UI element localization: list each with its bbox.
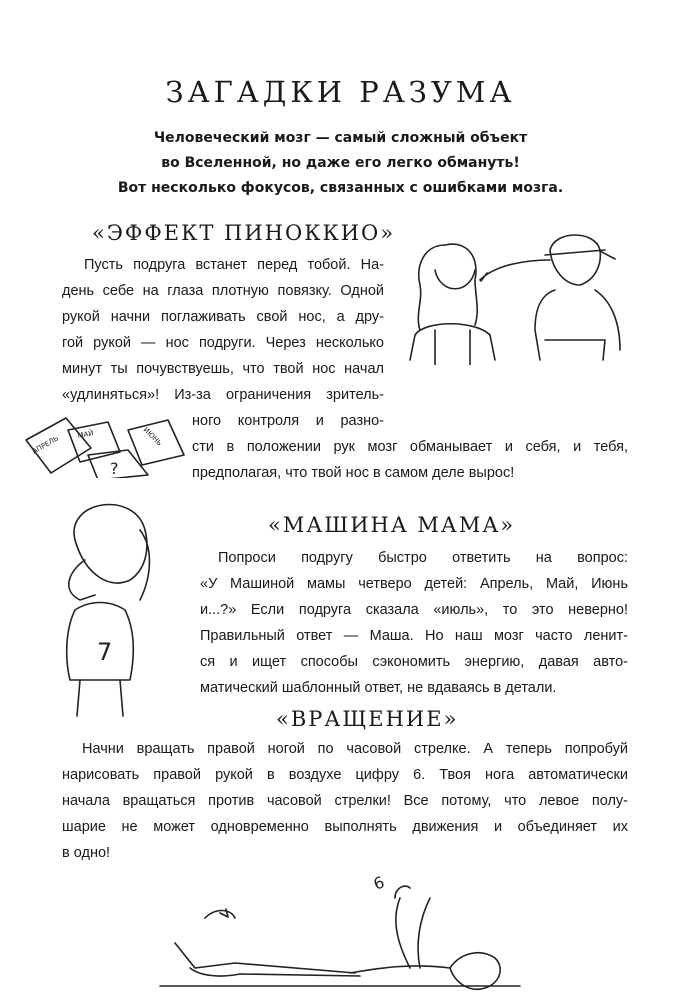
thinking-girl-illustration [35,480,185,720]
text-line: Начни вращать правой ногой по часовой стрелке. А теперь попробуй [82,741,628,757]
text-line: «У Машиной мамы четверо детей: Апрель, Май, Июнь [200,576,628,592]
page-title: ЗАГАДКИ РАЗУМА [165,75,516,109]
intro-line: Вот несколько фокусов, связанных с ошибками мозга. [117,180,564,196]
text-line: день себе на глаза плотную повязку. Одной [62,283,384,299]
calendar-label: АПРЕЛЬ [31,434,60,456]
shirt-number: 7 [97,638,113,666]
text-line: и...?» Если подруга сказала «июль», то это неверно! [200,602,628,618]
intro-line: Человеческий мозг — самый сложный объект [153,130,528,146]
text-line: минут ты почувствуешь, что твой нос начал [62,361,384,377]
calendar-question: ? [110,459,119,478]
text-line: гой рукой — нос подруги. Через несколько [62,335,384,351]
text-line: матический шаблонный ответ, не вдаваясь в детали. [200,680,557,696]
calendars-illustration [18,410,188,478]
text-line: в одно! [62,845,111,861]
calendar-label: МАЙ [76,429,95,440]
text-line: рукой начни поглаживать свой нос, а дру- [62,309,384,325]
section-heading-masha: «МАШИНА МАМА» [268,513,516,537]
text-line: шарие не может одновременно выполнять движения и объединяет их [62,819,628,835]
section-heading-pinocchio: «ЭФФЕКТ ПИНОККИО» [92,221,396,245]
text-line: нарисовать правой рукой в воздухе цифру 6. Твоя нога автоматически [62,767,628,783]
calendar-label: ИЮНЬ [141,425,164,448]
text-line: Попроси подругу быстро ответить на вопрос: [218,550,628,566]
text-line: Правильный ответ — Маша. Но наш мозг часто ленит- [200,628,628,644]
pinocchio-illustration [405,225,635,365]
intro-text [0,126,681,201]
text-line: сти в положении рук мозг обманывает и себя, и тебя, [192,439,628,455]
text-line: Пусть подруга встанет перед тобой. На- [84,257,384,273]
text-line: «удлиняться»! Из-за ограничения зритель- [62,387,384,403]
text-line: начала вращаться против часовой стрелки! Все потому, что левое полу- [62,793,628,809]
text-line: ся и ищет способы сэкономить энергию, давая авто- [200,654,628,670]
lying-person-illustration [150,868,530,996]
text-line: ного контроля и разно- [192,413,384,429]
section-heading-rotation: «ВРАЩЕНИЕ» [276,707,459,731]
air-digit: 6 [370,872,387,894]
text-line: предполагая, что твой нос в самом деле вырос! [192,465,515,481]
intro-line: во Вселенной, но даже его легко обмануть! [161,155,520,171]
